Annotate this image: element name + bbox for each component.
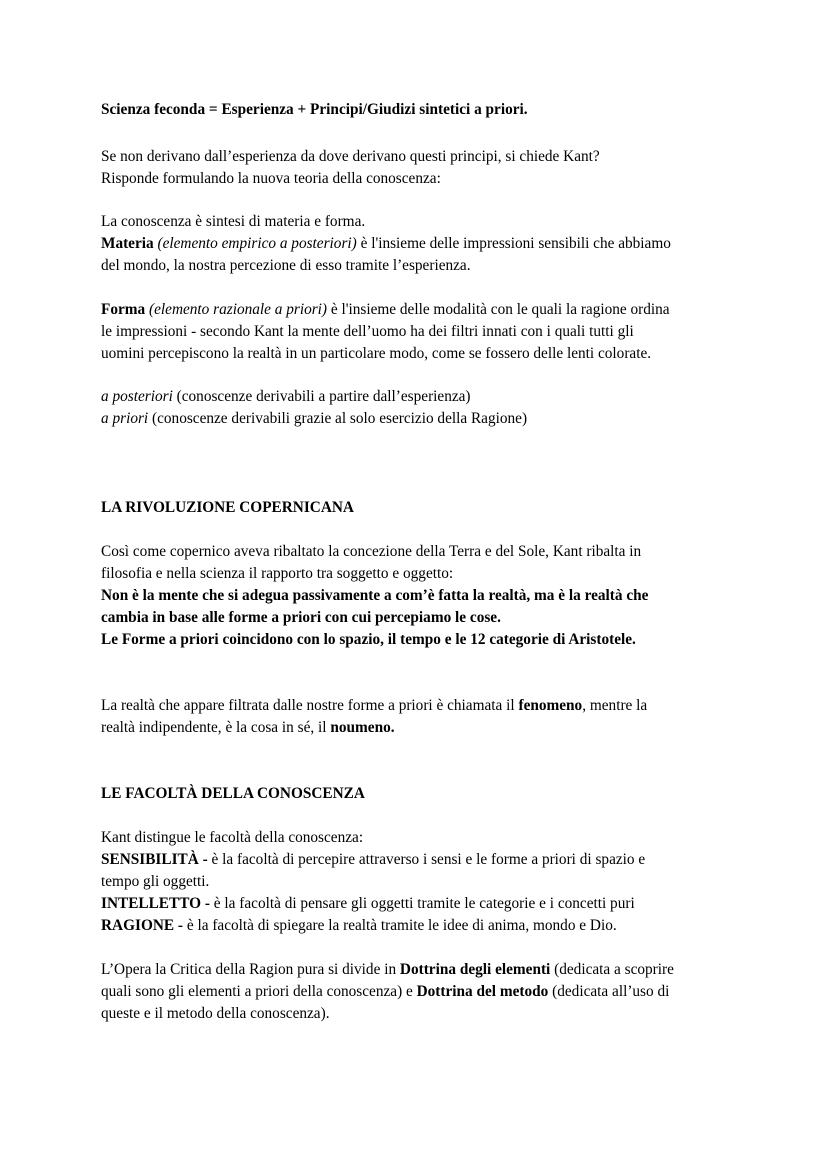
dottrina-elementi: Dottrina degli elementi	[399, 961, 551, 978]
a-priori-desc: (conoscenze derivabili grazie al solo esercizio della Ragione)	[148, 410, 528, 427]
rivoluzione-heading: LA RIVOLUZIONE COPERNICANA	[101, 499, 354, 516]
ragione-term: RAGIONE -	[101, 917, 184, 934]
intelletto-line	[101, 893, 635, 915]
forma-definition-line-1	[101, 299, 670, 321]
rivoluzione-paragraph-line-1: Così come copernico aveva ribaltato la concezione della Terra e del Sole, Kant ribalta in	[101, 543, 642, 560]
materia-qualifier: (elemento empirico a posteriori)	[157, 235, 357, 252]
sensibilita-line-2: tempo gli oggetti.	[101, 873, 210, 890]
synthesis-statement: La conoscenza è sintesi di materia e forma.	[101, 213, 366, 230]
intro-question-line-2: Risponde formulando la nuova teoria della conoscenza:	[101, 170, 441, 187]
opera-line-2	[101, 981, 669, 1003]
a-posteriori-line	[101, 386, 471, 408]
intelletto-desc: è la facoltà di pensare gli oggetti tramite le categorie e i concetti puri	[209, 895, 635, 912]
facolta-heading: LE FACOLTÀ DELLA CONOSCENZA	[101, 785, 365, 802]
rivoluzione-paragraph-line-2: filosofia e nella scienza il rapporto tra soggetto e oggetto:	[101, 565, 454, 582]
opera-2-post: (dedicata all’uso di	[548, 983, 670, 1000]
ragione-line	[101, 915, 617, 937]
rivoluzione-bold-line-3: Le Forme a priori coincidono con lo spazio, il tempo e le 12 categorie di Aristotele.	[101, 631, 636, 648]
materia-definition-line-2: del mondo, la nostra percezione di esso tramite l’esperienza.	[101, 257, 471, 274]
rivoluzione-bold-line-2: cambia in base alle forme a priori con cui percepiamo le cose.	[101, 609, 501, 626]
noumeno-term: noumeno.	[330, 719, 395, 736]
forma-qualifier: (elemento razionale a priori)	[149, 301, 328, 318]
dottrina-metodo: Dottrina del metodo	[416, 983, 549, 1000]
a-priori-term: a priori	[101, 410, 149, 427]
intelletto-term: INTELLETTO -	[101, 895, 210, 912]
a-priori-line	[101, 408, 527, 430]
materia-definition-line-1	[101, 233, 671, 255]
fenomeno-line-1	[101, 695, 647, 717]
sensibilita-desc: è la facoltà di percepire attraverso i sensi e le forme a priori di spazio e	[207, 851, 646, 868]
a-posteriori-term: a posteriori	[101, 388, 173, 405]
noumeno-line	[101, 717, 395, 739]
intro-question-line-1: Se non derivano dall’esperienza da dove derivano questi principi, si chiede Kant?	[101, 148, 600, 165]
opera-line-1	[101, 959, 674, 981]
materia-desc: è l'insieme delle impressioni sensibili che abbiamo	[356, 235, 671, 252]
rivoluzione-bold-line-1: Non è la mente che si adegua passivamente a com’è fatta la realtà, ma è la realtà che	[101, 587, 649, 604]
opera-pre: L’Opera la Critica della Ragion pura si divide in	[101, 961, 400, 978]
opera-2-pre: quali sono gli elementi a priori della conoscenza) e	[101, 983, 417, 1000]
forma-definition-line-3: uomini percepiscono la realtà in un particolare modo, come se fossero delle lenti colorate.	[101, 345, 652, 362]
sensibilita-line-1	[101, 849, 645, 871]
noumeno-pre: realtà indipendente, è la cosa in sé, il	[101, 719, 331, 736]
fenomeno-post: , mentre la	[582, 697, 648, 714]
forma-term: Forma	[101, 301, 146, 318]
forma-definition-line-2: le impressioni - secondo Kant la mente dell’uomo ha dei filtri innati con i quali tutti gli	[101, 323, 634, 340]
intro-formula: Scienza feconda = Esperienza + Principi/Giudizi sintetici a priori.	[101, 101, 528, 118]
fenomeno-term: fenomeno	[518, 697, 583, 714]
facolta-intro: Kant distingue le facoltà della conoscenza:	[101, 829, 364, 846]
a-posteriori-desc: (conoscenze derivabili a partire dall’esperienza)	[172, 388, 471, 405]
fenomeno-pre: La realtà che appare filtrata dalle nostre forme a priori è chiamata il	[101, 697, 519, 714]
opera-line-3: queste e il metodo della conoscenza).	[101, 1005, 330, 1022]
opera-mid: (dedicata a scoprire	[550, 961, 674, 978]
ragione-desc: è la facoltà di spiegare la realtà tramite le idee di anima, mondo e Dio.	[183, 917, 617, 934]
forma-desc: è l'insieme delle modalità con le quali la ragione ordina	[327, 301, 670, 318]
sensibilita-term: SENSIBILITÀ -	[101, 851, 208, 868]
materia-term: Materia	[101, 235, 154, 252]
